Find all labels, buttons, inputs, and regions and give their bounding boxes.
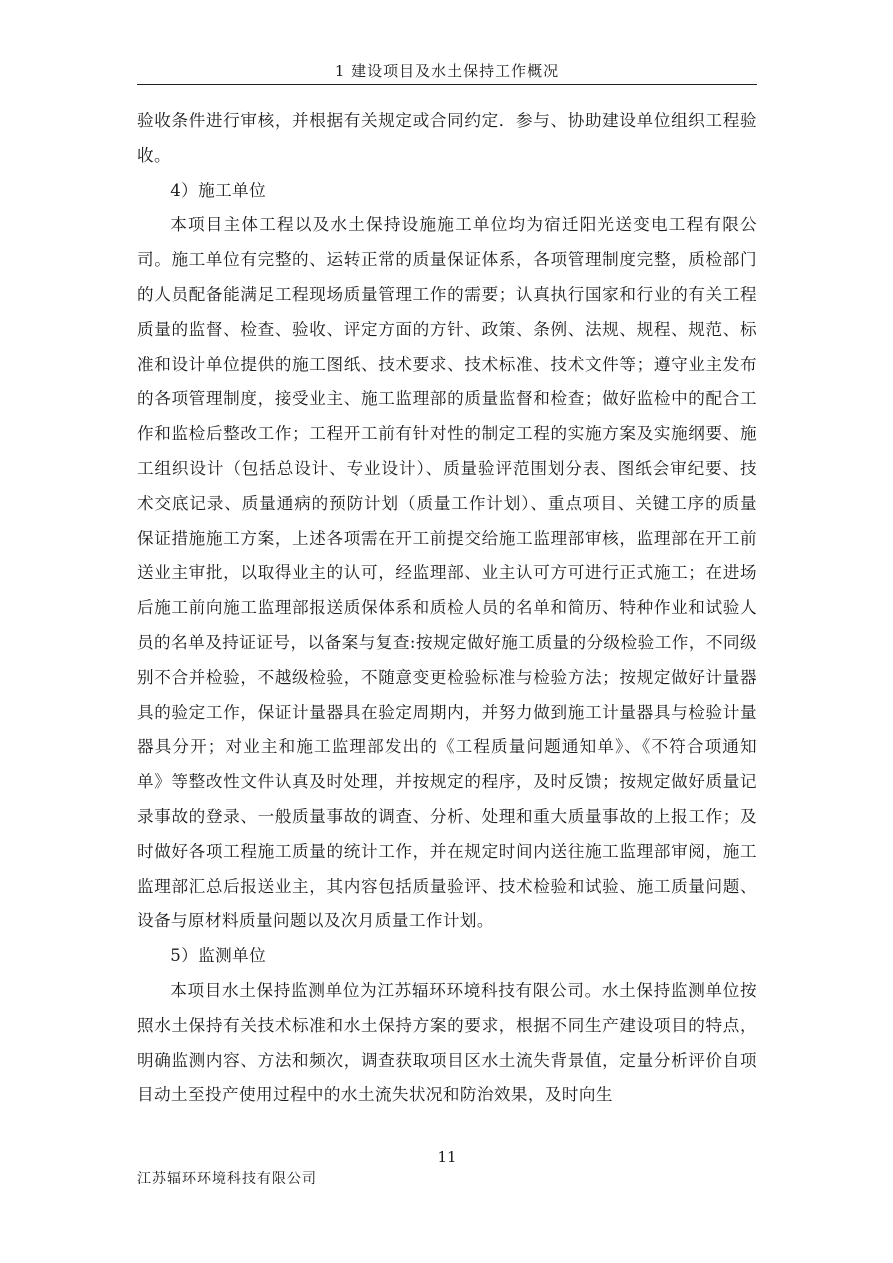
header-divider [137, 84, 757, 85]
section-heading-construction-unit: 4）施工单位 [170, 180, 267, 200]
page-number: 11 [437, 1148, 457, 1166]
body-text [137, 104, 757, 1113]
section-heading-monitoring-unit: 5）监测单位 [170, 946, 267, 966]
paragraph-continuation: 验收条件进行审核，并根据有关规定或合同约定．参与、协助建设单位组织工程验收。 [137, 111, 757, 165]
footer-company-name: 江苏辐环环境科技有限公司 [137, 1171, 317, 1187]
page-header-title: 1 建设项目及水土保持工作概况 [334, 62, 560, 80]
paragraph-construction-unit: 本项目主体工程以及水土保持设施施工单位均为宿迁阳光送变电工程有限公司。施工单位有完整的、运转正常的质量保证体系，各项管理制度完整，质检部门的人员配备能满足工程现场质量管理工作的需要；认真执行国家和行业的有关工程质量的监督、检查、验收、评定方面的方针、政策、条例、法规、规程、规范、标准和设计单位提供的施工图纸、技术要求、技术标准、技术文件等；遵守业主发布的各项管理制度，接受业主、施工监理部的质量监督和检查；做好监检中的配合工作和监检后整改工作；工程开工前有针对性的制定工程的实施方案及实施纲要、施工组织设计（包括总设计、专业设计）、质量验评范围划分表、图纸会审纪要、技术交底记录、质量通病的预防计划（质量工作计划）、重点项目、关键工序的质量保证措施施工方案，上述各项需在开工前提交给施工监理部审核，监理部在开工前送业主审批，以取得业主的认可，经监理部、业主认可方可进行正式施工；在进场后施工前向施工监理部报送质保体系和质检人员的名单和简历、特种作业和试验人员的名单及持证证号，以备案与复查:按规定做好施工质量的分级检验工作，不同级别不合并检验，不越级检验，不随意变更检验标准与检验方法；按规定做好计量器具的验定工作，保证计量器具在验定周期内，并努力做到施工计量器具与检验计量器具分开；对业主和施工监理部发出的《工程质量问题通知单》、《不符合项通知单》等整改性文件认真及时处理，并按规定的程序，及时反馈；按规定做好质量记录事故的登录、一般质量事故的调查、分析、处理和重大质量事故的上报工作；及时做好各项工程施工质量的统计工作，并在规定时间内送往施工监理部审阅，施工监理部汇总后报送业主，其内容包括质量验评、技术检验和试验、施工质量问题、设备与原材料质量问题以及次月质量工作计划。 [137, 215, 757, 931]
paragraph-monitoring-unit: 本项目水土保持监测单位为江苏辐环环境科技有限公司。水土保持监测单位按照水土保持有关技术标准和水土保持方案的要求，根据不同生产建设项目的特点，明确监测内容、方法和频次，调查获取项目区水土流失背景值，定量分析评价自项目动土至投产使用过程中的水土流失状况和防治效果，及时向生 [137, 980, 757, 1105]
